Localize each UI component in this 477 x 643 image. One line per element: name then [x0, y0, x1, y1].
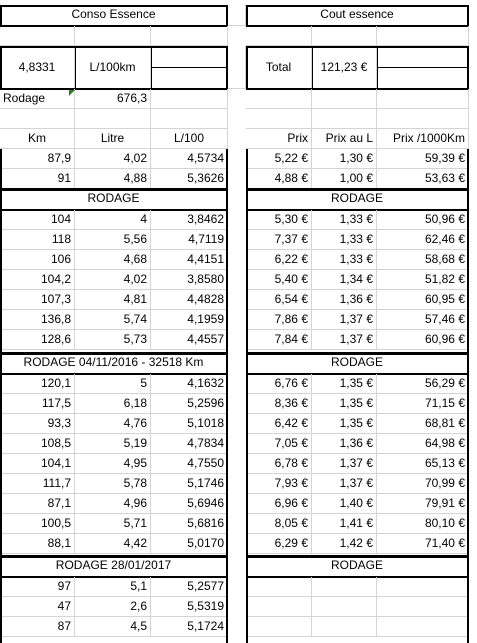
group-title-rodage-2016[interactable]: RODAGE 04/11/2016 - 32518 Km: [0, 353, 228, 374]
cell-prix-1000km[interactable]: 50,96 €: [377, 210, 469, 230]
rodage-value-cell[interactable]: 676,3: [75, 89, 151, 109]
cell-prix[interactable]: 6,54 €: [246, 290, 312, 310]
empty-cell[interactable]: [0, 26, 75, 46]
empty-cell[interactable]: [246, 89, 312, 109]
cell-prix-1000km[interactable]: 79,91 €: [377, 494, 469, 514]
cell-l100[interactable]: 4,7834: [151, 434, 228, 454]
conso-unit-cell[interactable]: L/100km: [75, 46, 151, 89]
cell-prix-au-l[interactable]: 1,33 €: [312, 230, 377, 250]
cell-prix-1000km[interactable]: 60,95 €: [377, 290, 469, 310]
col-header-litre[interactable]: Litre: [75, 129, 151, 149]
cell-prix[interactable]: 5,22 €: [246, 149, 312, 169]
cell-prix-1000km[interactable]: [377, 617, 469, 637]
empty-cell[interactable]: [151, 109, 228, 129]
cell-litre[interactable]: 5,71: [75, 514, 151, 534]
cell-km[interactable]: 118: [0, 230, 75, 250]
cell-prix[interactable]: 7,86 €: [246, 310, 312, 330]
cell-l100[interactable]: 5,5319: [151, 597, 228, 617]
cell-prix[interactable]: 6,22 €: [246, 250, 312, 270]
cell-litre[interactable]: 5,74: [75, 310, 151, 330]
cell-prix-au-l[interactable]: 1,30 €: [312, 149, 377, 169]
cell-l100[interactable]: 5,2577: [151, 577, 228, 597]
empty-cell[interactable]: [246, 109, 312, 129]
total-label-cell[interactable]: Total: [246, 46, 312, 89]
conso-essence-header[interactable]: Conso Essence: [0, 5, 228, 26]
empty-cell[interactable]: [246, 26, 312, 46]
cell-prix-1000km[interactable]: 71,15 €: [377, 394, 469, 414]
cell-prix[interactable]: 6,96 €: [246, 494, 312, 514]
cell-prix-au-l[interactable]: [312, 597, 377, 617]
cell-l100[interactable]: 5,2596: [151, 394, 228, 414]
cell-prix-1000km[interactable]: 68,81 €: [377, 414, 469, 434]
cell-l100[interactable]: 4,7119: [151, 230, 228, 250]
cell-l100[interactable]: 5,1724: [151, 617, 228, 637]
cell-prix[interactable]: 7,93 €: [246, 474, 312, 494]
cell-km[interactable]: 104,2: [0, 270, 75, 290]
cell-prix-au-l[interactable]: 1,37 €: [312, 330, 377, 350]
cell-prix-au-l[interactable]: 1,00 €: [312, 169, 377, 189]
cell-l100[interactable]: 3,8462: [151, 210, 228, 230]
empty-cell[interactable]: [377, 26, 469, 46]
cell-prix-1000km[interactable]: 58,68 €: [377, 250, 469, 270]
cell-l100[interactable]: 5,1746: [151, 474, 228, 494]
cell-prix-1000km[interactable]: 53,63 €: [377, 169, 469, 189]
cell-prix-au-l[interactable]: 1,37 €: [312, 474, 377, 494]
cell-prix[interactable]: [246, 577, 312, 597]
cell-prix[interactable]: 7,84 €: [246, 330, 312, 350]
cell-prix-au-l[interactable]: 1,42 €: [312, 534, 377, 554]
empty-cell[interactable]: [151, 26, 228, 46]
cell-km[interactable]: 104: [0, 210, 75, 230]
cell-prix-au-l[interactable]: [312, 577, 377, 597]
cell-km[interactable]: 107,3: [0, 290, 75, 310]
cell-km[interactable]: 91: [0, 169, 75, 189]
cell-km[interactable]: 128,6: [0, 330, 75, 350]
cell-l100[interactable]: 4,4151: [151, 250, 228, 270]
cell-km[interactable]: 87,1: [0, 494, 75, 514]
cell-l100[interactable]: 3,8580: [151, 270, 228, 290]
cell-prix-1000km[interactable]: 65,13 €: [377, 454, 469, 474]
cell-litre[interactable]: 5,73: [75, 330, 151, 350]
empty-cell[interactable]: [0, 109, 75, 129]
cell-litre[interactable]: 4,02: [75, 149, 151, 169]
cell-km[interactable]: 120,1: [0, 374, 75, 394]
cell-prix[interactable]: 5,40 €: [246, 270, 312, 290]
cell-prix-1000km[interactable]: 71,40 €: [377, 534, 469, 554]
empty-cell[interactable]: [75, 109, 151, 129]
cell-km[interactable]: 47: [0, 597, 75, 617]
cell-litre[interactable]: 4,02: [75, 270, 151, 290]
cell-l100[interactable]: 4,4828: [151, 290, 228, 310]
empty-cell[interactable]: [377, 46, 469, 89]
cell-litre[interactable]: 4,96: [75, 494, 151, 514]
cell-litre[interactable]: 5,56: [75, 230, 151, 250]
cell-prix-1000km[interactable]: 60,96 €: [377, 330, 469, 350]
cell-prix[interactable]: 4,88 €: [246, 169, 312, 189]
cell-litre[interactable]: 5,78: [75, 474, 151, 494]
empty-cell[interactable]: [151, 46, 228, 89]
empty-cell[interactable]: [312, 26, 377, 46]
cell-km[interactable]: 108,5: [0, 434, 75, 454]
empty-cell[interactable]: [312, 89, 377, 109]
cell-prix-au-l[interactable]: [312, 617, 377, 637]
cell-prix-1000km[interactable]: 70,99 €: [377, 474, 469, 494]
cell-km[interactable]: 136,8: [0, 310, 75, 330]
cell-litre[interactable]: 4: [75, 210, 151, 230]
cell-litre[interactable]: 4,68: [75, 250, 151, 270]
cell-prix-1000km[interactable]: 59,39 €: [377, 149, 469, 169]
cell-prix-1000km[interactable]: 64,98 €: [377, 434, 469, 454]
cell-km[interactable]: 117,5: [0, 394, 75, 414]
cell-l100[interactable]: 4,7550: [151, 454, 228, 474]
cell-prix[interactable]: [246, 617, 312, 637]
cell-litre[interactable]: 2,6: [75, 597, 151, 617]
cell-prix-au-l[interactable]: 1,35 €: [312, 414, 377, 434]
cell-prix-au-l[interactable]: 1,41 €: [312, 514, 377, 534]
cell-prix-au-l[interactable]: 1,33 €: [312, 210, 377, 230]
cell-km[interactable]: 104,1: [0, 454, 75, 474]
cell-prix-1000km[interactable]: [377, 597, 469, 617]
cell-l100[interactable]: 5,0170: [151, 534, 228, 554]
cell-prix-1000km[interactable]: [377, 577, 469, 597]
cell-prix[interactable]: 6,42 €: [246, 414, 312, 434]
cell-l100[interactable]: 5,6946: [151, 494, 228, 514]
rodage-label-cell[interactable]: Rodage: [0, 89, 75, 109]
group-title-rodage-right[interactable]: RODAGE: [246, 556, 469, 577]
cell-l100[interactable]: 4,1632: [151, 374, 228, 394]
cell-prix-1000km[interactable]: 51,82 €: [377, 270, 469, 290]
cell-prix[interactable]: 6,78 €: [246, 454, 312, 474]
cell-prix-au-l[interactable]: 1,37 €: [312, 310, 377, 330]
cell-prix-au-l[interactable]: 1,34 €: [312, 270, 377, 290]
group-title-rodage-right[interactable]: RODAGE: [246, 189, 469, 210]
cell-l100[interactable]: 4,4557: [151, 330, 228, 350]
cell-km[interactable]: 93,3: [0, 414, 75, 434]
col-header-km[interactable]: Km: [0, 129, 75, 149]
col-header-prix[interactable]: Prix: [246, 129, 312, 149]
empty-cell[interactable]: [75, 26, 151, 46]
gap-cell[interactable]: [228, 46, 246, 89]
cell-km[interactable]: 87,9: [0, 149, 75, 169]
cell-prix[interactable]: 8,36 €: [246, 394, 312, 414]
group-title-rodage[interactable]: RODAGE: [0, 189, 228, 210]
group-title-rodage-right[interactable]: RODAGE: [246, 353, 469, 374]
cell-prix-au-l[interactable]: 1,36 €: [312, 290, 377, 310]
col-header-prix-au-l[interactable]: Prix au L: [312, 129, 377, 149]
cell-prix[interactable]: 8,05 €: [246, 514, 312, 534]
cell-prix[interactable]: [246, 597, 312, 617]
cell-prix[interactable]: 6,76 €: [246, 374, 312, 394]
cout-essence-header[interactable]: Cout essence: [246, 5, 469, 26]
cell-litre[interactable]: 4,88: [75, 169, 151, 189]
cell-litre[interactable]: 5: [75, 374, 151, 394]
cell-prix-au-l[interactable]: 1,36 €: [312, 434, 377, 454]
cell-prix[interactable]: 7,37 €: [246, 230, 312, 250]
cell-prix-au-l[interactable]: 1,40 €: [312, 494, 377, 514]
cell-prix-1000km[interactable]: 57,46 €: [377, 310, 469, 330]
cell-km[interactable]: 87: [0, 617, 75, 637]
group-title-rodage-2017[interactable]: RODAGE 28/01/2017: [0, 556, 228, 577]
cell-km[interactable]: 100,5: [0, 514, 75, 534]
cell-km[interactable]: 88,1: [0, 534, 75, 554]
cell-litre[interactable]: 4,42: [75, 534, 151, 554]
cell-prix[interactable]: 7,05 €: [246, 434, 312, 454]
cell-prix-au-l[interactable]: 1,35 €: [312, 394, 377, 414]
cell-l100[interactable]: 4,1959: [151, 310, 228, 330]
cell-litre[interactable]: 4,5: [75, 617, 151, 637]
empty-cell[interactable]: [151, 89, 228, 109]
cell-litre[interactable]: 4,81: [75, 290, 151, 310]
conso-value-cell[interactable]: 4,8331: [0, 46, 75, 89]
cell-prix-1000km[interactable]: 62,46 €: [377, 230, 469, 250]
cell-prix-au-l[interactable]: 1,37 €: [312, 454, 377, 474]
cell-prix-au-l[interactable]: 1,33 €: [312, 250, 377, 270]
cell-l100[interactable]: 5,3626: [151, 169, 228, 189]
cell-prix-1000km[interactable]: 56,29 €: [377, 374, 469, 394]
cell-l100[interactable]: 5,1018: [151, 414, 228, 434]
cell-litre[interactable]: 4,76: [75, 414, 151, 434]
cell-km[interactable]: 106: [0, 250, 75, 270]
cell-l100[interactable]: 5,6816: [151, 514, 228, 534]
cell-prix-1000km[interactable]: 80,10 €: [377, 514, 469, 534]
col-header-l100[interactable]: L/100: [151, 129, 228, 149]
empty-cell[interactable]: [377, 109, 469, 129]
col-header-prix-1000km[interactable]: Prix /1000Km: [377, 129, 469, 149]
cell-l100[interactable]: 4,5734: [151, 149, 228, 169]
cell-km[interactable]: 111,7: [0, 474, 75, 494]
cell-litre[interactable]: 5,19: [75, 434, 151, 454]
empty-cell[interactable]: [377, 89, 469, 109]
total-value-cell[interactable]: 121,23 €: [312, 46, 377, 89]
gap-cell[interactable]: [228, 5, 246, 26]
cell-km[interactable]: 97: [0, 577, 75, 597]
cell-litre[interactable]: 4,95: [75, 454, 151, 474]
empty-cell[interactable]: [312, 109, 377, 129]
cell-prix[interactable]: 6,29 €: [246, 534, 312, 554]
cell-litre[interactable]: 6,18: [75, 394, 151, 414]
cell-prix[interactable]: 5,30 €: [246, 210, 312, 230]
cell-litre[interactable]: 5,1: [75, 577, 151, 597]
cell-prix-au-l[interactable]: 1,35 €: [312, 374, 377, 394]
